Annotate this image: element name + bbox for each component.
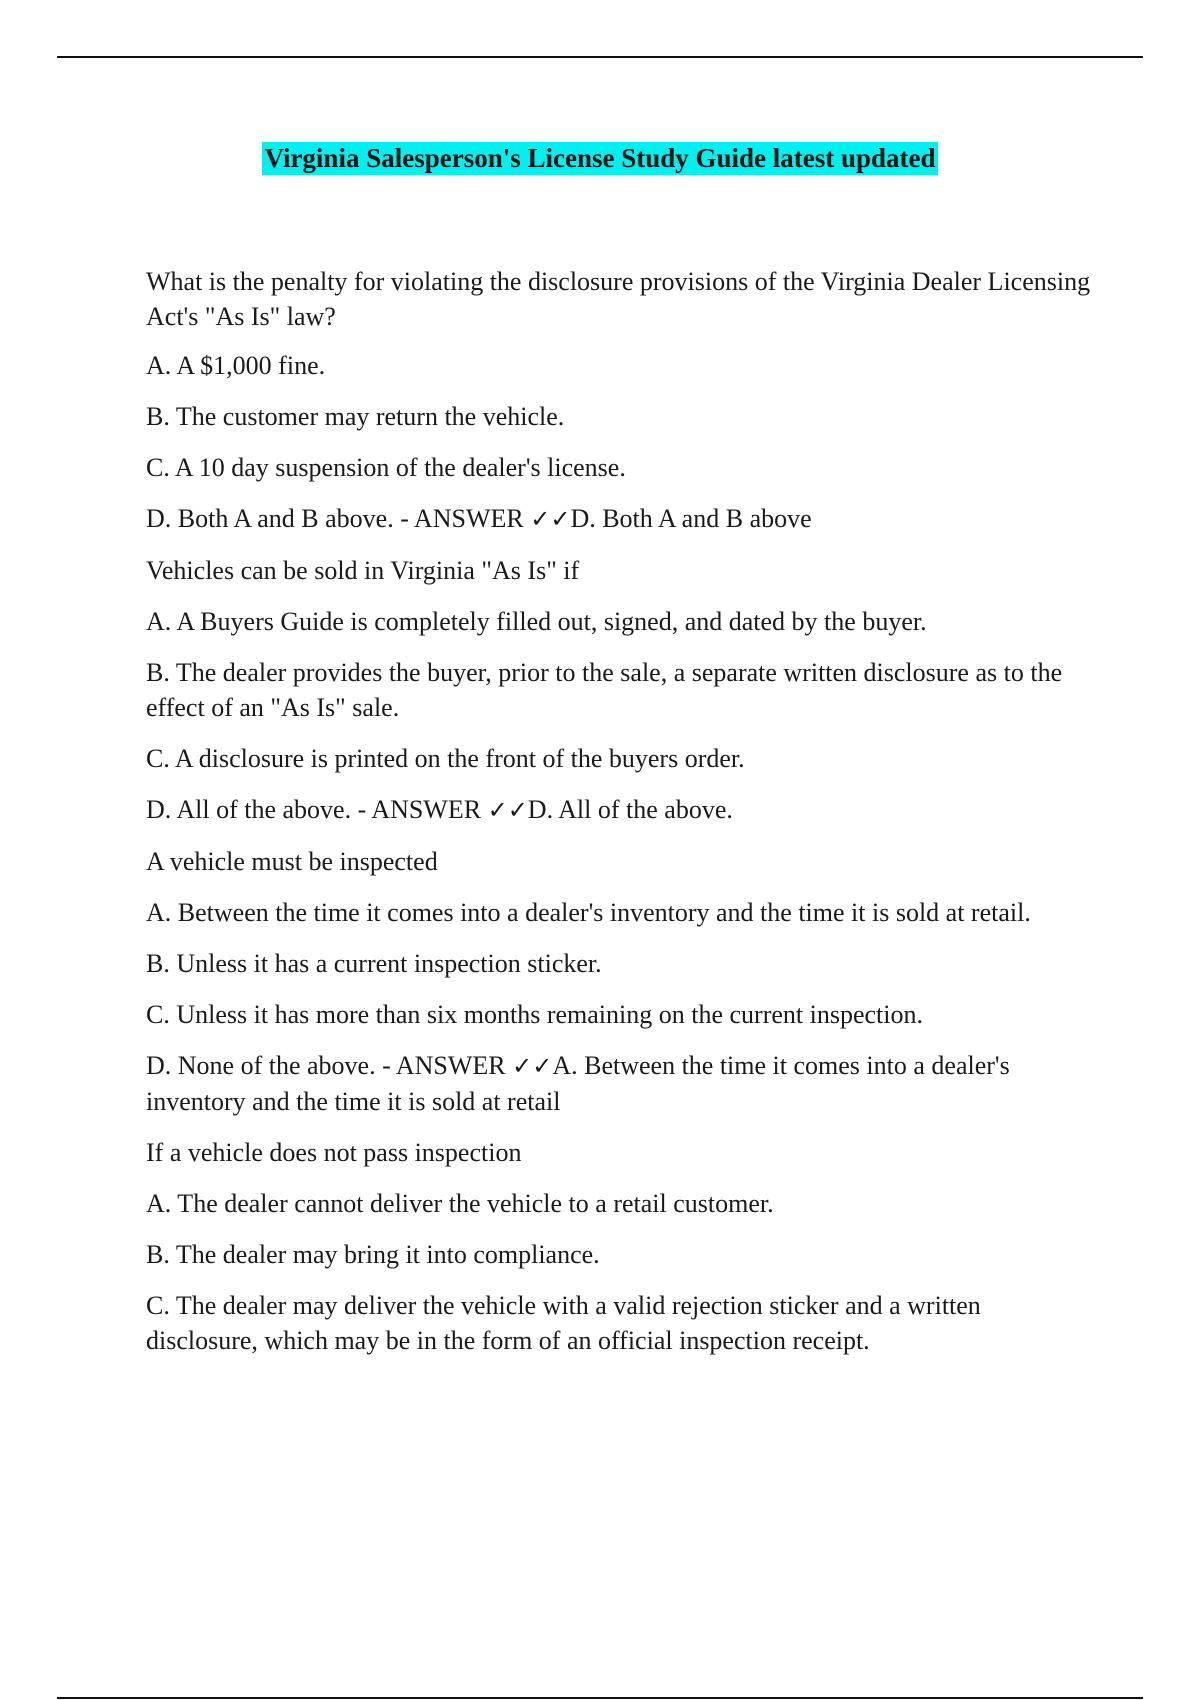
answer-text: A. Between the time it comes into a dealer's inventory and the time it is sold at retail bbox=[146, 1051, 1010, 1116]
question-text: Vehicles can be sold in Virginia "As Is" if bbox=[146, 556, 580, 585]
option-c: C. The dealer may deliver the vehicle with a valid rejection sticker and a written disclosure, which may be in the form of an official inspection receipt. bbox=[146, 1291, 981, 1355]
document-body bbox=[146, 264, 1096, 1374]
check-mark-icon: ✓✓ bbox=[512, 1052, 553, 1080]
option-b: B. The dealer provides the buyer, prior to the sale, a separate written disclosure as to the effect of an "As Is" sale. bbox=[146, 658, 1063, 722]
option-d-with-answer bbox=[146, 501, 1096, 537]
top-rule bbox=[57, 56, 1143, 58]
option-b: B. Unless it has a current inspection sticker. bbox=[146, 949, 602, 978]
option-c: C. A disclosure is printed on the front of the buyers order. bbox=[146, 744, 745, 773]
option-d-with-answer bbox=[146, 1048, 1096, 1119]
option-c: C. A 10 day suspension of the dealer's license. bbox=[146, 453, 626, 482]
option-b: B. The dealer may bring it into compliance. bbox=[146, 1240, 600, 1269]
option-d: D. All of the above. - ANSWER bbox=[146, 795, 482, 824]
option-a: A. A $1,000 fine. bbox=[146, 351, 326, 380]
check-mark-icon: ✓✓ bbox=[530, 505, 571, 533]
bottom-rule bbox=[57, 1697, 1143, 1699]
check-mark-icon: ✓✓ bbox=[487, 796, 528, 824]
answer-text: D. Both A and B above bbox=[570, 504, 812, 533]
question-text: What is the penalty for violating the disclosure provisions of the Virginia Dealer Licensing Act's "As Is" law? bbox=[146, 267, 1091, 331]
option-d: D. Both A and B above. - ANSWER bbox=[146, 504, 524, 533]
option-b: B. The customer may return the vehicle. bbox=[146, 402, 565, 431]
question-text: A vehicle must be inspected bbox=[146, 847, 438, 876]
title-container bbox=[0, 142, 1200, 175]
document-title: Virginia Salesperson's License Study Guide latest updated bbox=[264, 143, 936, 173]
question-text: If a vehicle does not pass inspection bbox=[146, 1138, 522, 1167]
option-c: C. Unless it has more than six months remaining on the current inspection. bbox=[146, 1000, 923, 1029]
option-a: A. A Buyers Guide is completely filled out, signed, and dated by the buyer. bbox=[146, 607, 927, 636]
option-a: A. Between the time it comes into a dealer's inventory and the time it is sold at retail. bbox=[146, 898, 1031, 927]
option-a: A. The dealer cannot deliver the vehicle to a retail customer. bbox=[146, 1189, 774, 1218]
option-d: D. None of the above. - ANSWER bbox=[146, 1051, 506, 1080]
option-d-with-answer bbox=[146, 792, 1096, 828]
answer-text: D. All of the above. bbox=[527, 795, 733, 824]
